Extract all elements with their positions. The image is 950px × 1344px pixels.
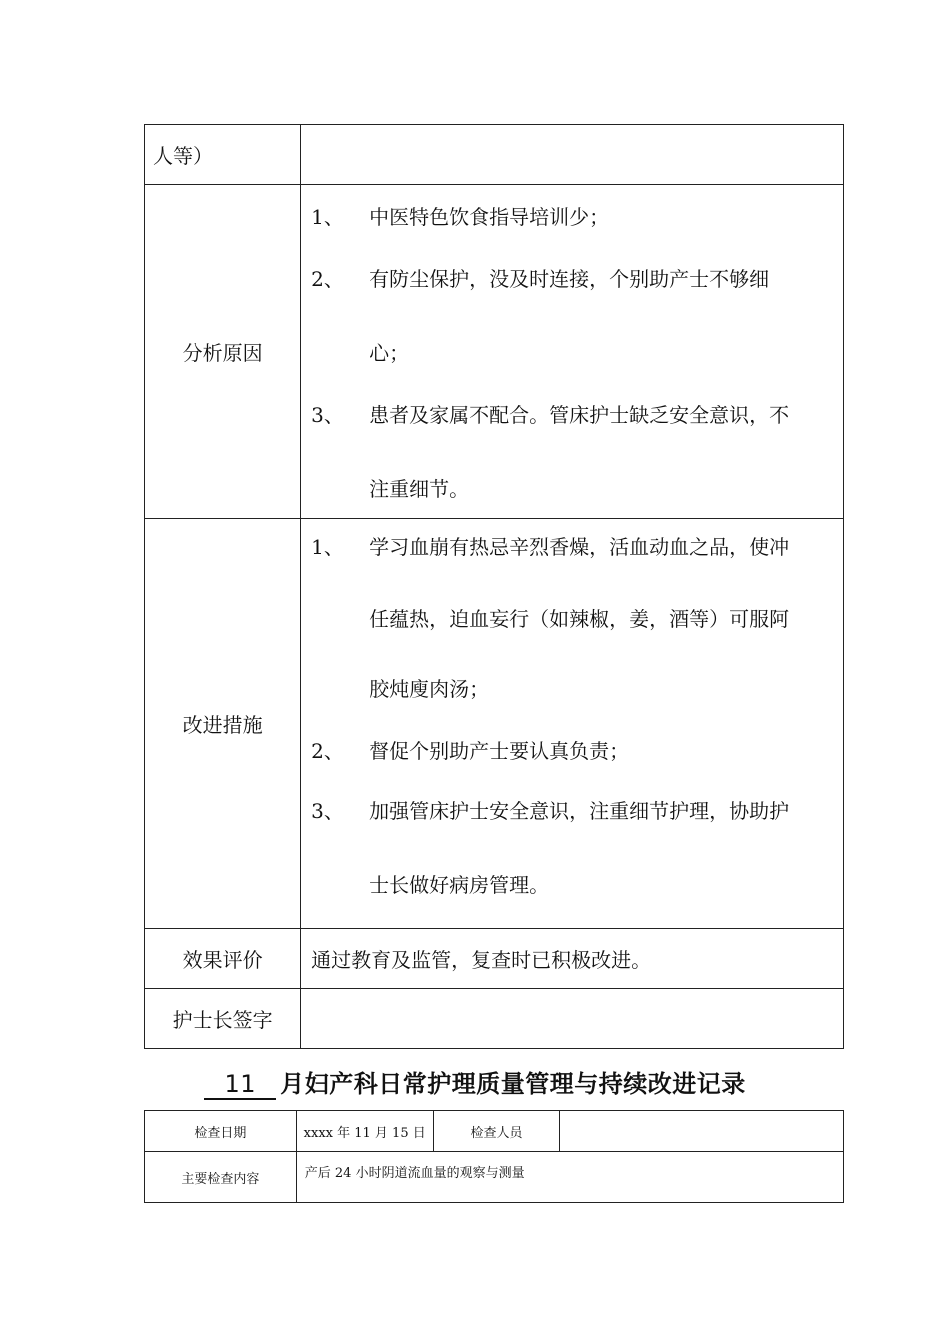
effect-label: 效果评价 [182, 948, 263, 972]
inspector-label-cell [433, 1111, 560, 1152]
content-label-cell [145, 1152, 297, 1203]
measures-item-continuation: 士长做好病房管理。 [369, 873, 550, 897]
analysis-label-cell [145, 185, 301, 519]
analysis-item-continuation: 心； [369, 341, 410, 365]
check-date-label: 检查日期 [194, 1125, 247, 1141]
measures-label: 改进措施 [182, 713, 263, 737]
inspector-label: 检查人员 [470, 1125, 523, 1141]
effect-content-cell [301, 929, 844, 989]
analysis-item: 2、 有防尘保护，没及时连接，个别助产士不够细 [311, 267, 770, 291]
measures-item-continuation: 胶炖廋肉汤； [369, 677, 490, 701]
continued-label-cell [145, 125, 301, 185]
record-title-text: 月妇产科日常护理质量管理与持续改进记录 [280, 1070, 746, 1098]
content-value-cell [296, 1152, 843, 1203]
inspection-table [144, 1110, 844, 1203]
check-date-label-cell [145, 1111, 297, 1152]
measures-item: 2、 督促个别助产士要认真负责； [311, 739, 630, 763]
continued-content-cell [301, 125, 844, 185]
analysis-item-continuation: 注重细节。 [369, 477, 470, 501]
analysis-label: 分析原因 [182, 341, 263, 365]
effect-label-cell [145, 929, 301, 989]
quality-record-table [144, 124, 844, 1049]
signature-label-cell [145, 989, 301, 1049]
content-value: 产后 24 小时阴道流血量的观察与测量 [304, 1166, 525, 1181]
signature-content-cell [301, 989, 844, 1049]
analysis-item: 3、 患者及家属不配合。管床护士缺乏安全意识，不 [311, 403, 790, 427]
analysis-item: 1、 中医特色饮食指导培训少； [311, 205, 610, 229]
measures-content-cell [301, 519, 844, 929]
effect-content: 通过教育及监管，复查时已积极改进。 [311, 948, 652, 972]
measures-item: 3、 加强管床护士安全意识，注重细节护理，协助护 [311, 799, 790, 823]
record-month: 11 [204, 1070, 276, 1100]
measures-item: 1、 学习血崩有热忌辛烈香燥，活血动血之品，使冲 [311, 535, 790, 559]
signature-label: 护士长签字 [172, 1008, 273, 1032]
content-label: 主要检查内容 [181, 1171, 260, 1187]
inspector-value-cell [560, 1111, 844, 1152]
check-date-value-cell [296, 1111, 433, 1152]
measures-item-continuation: 任蕴热，迫血妄行（如辣椒，姜，酒等）可服阿 [369, 607, 790, 631]
continued-label: 人等） [153, 144, 213, 168]
check-date-value: xxxx 年 11 月 15 日 [303, 1125, 426, 1141]
measures-label-cell [145, 519, 301, 929]
analysis-content-cell [301, 185, 844, 519]
record-title [0, 1064, 950, 1100]
